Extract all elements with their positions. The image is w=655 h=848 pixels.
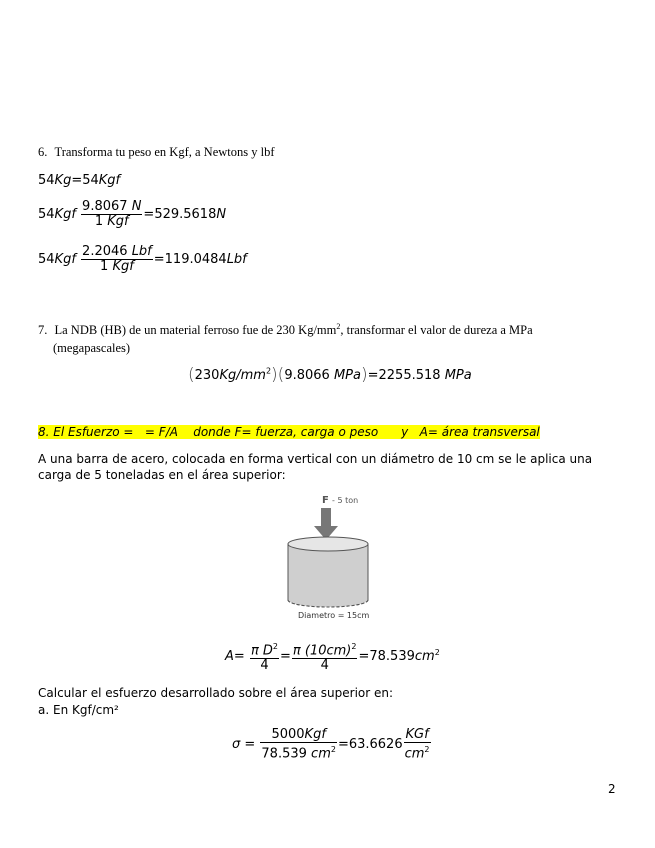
q7-prompt: 7. La NDB (HB) de un material ferroso fue de 230 $Kg/mm^2$, transformar el valor de dureza a MPa (megapascales) — [38, 322, 533, 356]
force-label: F - 5 ton — [322, 495, 359, 506]
q7-eq: $(230Kg/mm^2)(9.8066$ MPa)=2255.518 MPa — [188, 365, 472, 385]
q6-eq3-fraction: $\frac{\text{2.2046 Lbf}}{\text{1 Kgf}}$ — [82, 244, 152, 274]
q7-text-line2: (megapascales) — [53, 341, 131, 356]
calc-intro: Calcular el esfuerzo desarrollado sobre el área superior en: a. En Kgf/cm² — [38, 686, 394, 717]
q6-eq1: 54Kg=54Kgf — [38, 173, 121, 188]
diameter-label: Diametro = 15cm — [298, 611, 370, 620]
q6-prompt — [38, 145, 275, 160]
q6-text: Transforma tu peso en Kgf, a Newtons y lbf — [54, 145, 275, 159]
q6-eq2-fraction: $\frac{9.8067 N}{\text{1 Kgf}}$ — [82, 199, 142, 229]
q6-number: 6. — [38, 145, 48, 159]
q8-paragraph: A una barra de acero, colocada en forma vertical con un diámetro de 10 cm se le aplica una carga de 5 toneladas en el área superior: — [38, 452, 593, 482]
cylinder-diagram — [270, 492, 390, 624]
stress-equation: σ = $\frac{\text{5000Kgf}}{78.539 cm^2}$ =63.6626 $\frac{\text{KGf}}{cm^2}$ — [232, 727, 430, 762]
q8-heading: 8. El Esfuerzo = = F/A donde F= fuerza, carga o peso y A= área transversal — [38, 425, 540, 439]
q6-eq3: 54Kgf $\frac{\text{2.2046 Lbf}}{\text{1 Kgf}}$ =119.0484Lbf — [38, 244, 247, 274]
q7-number: 7. — [38, 323, 48, 338]
cylinder-figure — [270, 492, 390, 624]
area-equation: A= $\frac{\pi D^2}{4}$ = $\frac{\pi (10cm)^2}{4}$ $=78.539cm^2$ — [225, 642, 440, 674]
q6-eq2: 54Kgf $\frac{9.8067 N}{\text{1 Kgf}}$ =529.5618N — [38, 199, 227, 229]
item-a: a. En Kgf/cm² — [38, 703, 119, 717]
page-number: 2 — [608, 782, 616, 796]
q7-text: La NDB (HB) de un material ferroso fue de 230 Kg/mm — [54, 323, 337, 338]
force-arrow-shaft — [321, 508, 331, 526]
